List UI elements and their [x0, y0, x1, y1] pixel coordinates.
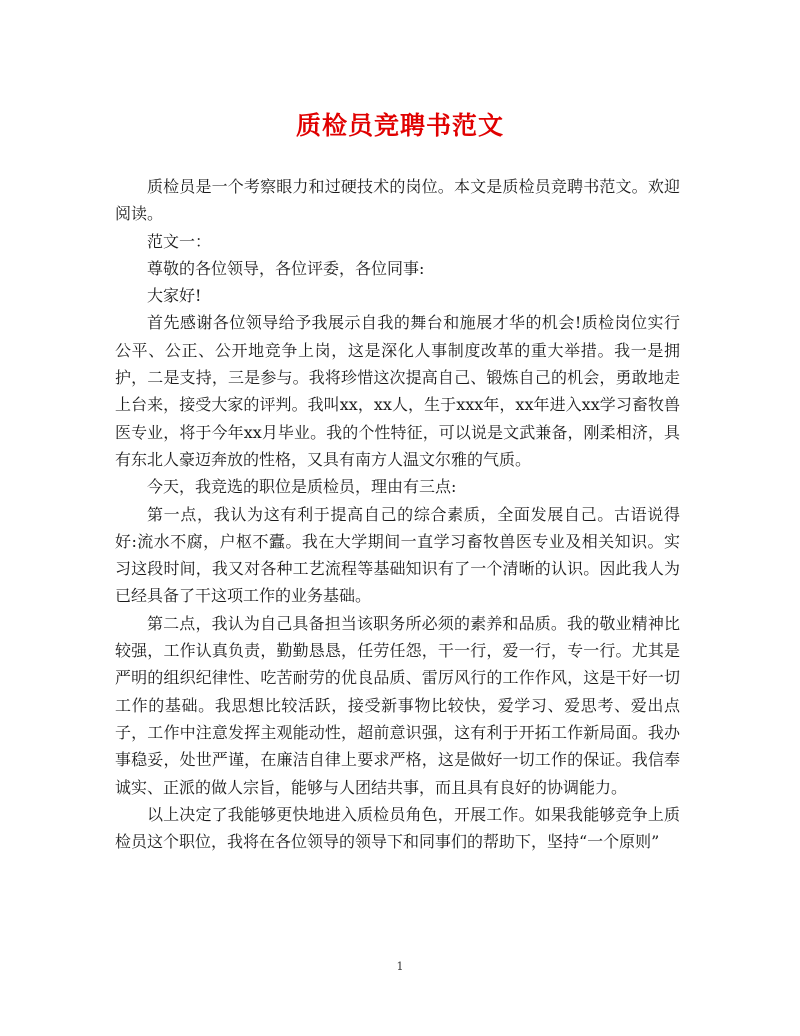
document-title: 质检员竞聘书范文 — [295, 111, 504, 140]
page-number: 1 — [396, 960, 404, 973]
document-body — [115, 173, 680, 855]
paragraph-self-introduction: 首先感谢各位领导给予我展示自我的舞台和施展才华的机会!质检岗位实行公平、公正、公开地竞争上岗，这是深化人事制度改革的重大举措。我一是拥护，二是支持，三是参与。我将珍惜这次提高自己、锻炼自己的机会，勇敢地走上台来，接受大家的评判。我叫xx，xx人，生于xxx年，xx年进入xx学习畜牧兽医专业，将于今年xx月毕业。我的个性特征，可以说是文武兼备，刚柔相济，具有东北人豪迈奔放的性格，又具有南方人温文尔雅的气质。 — [115, 313, 680, 469]
paragraph-reasons-heading: 今天，我竞选的职位是质检员，理由有三点: — [147, 477, 457, 497]
paragraph-reason-one: 第一点，我认为这有利于提高自己的综合素质，全面发展自己。古语说得好:流水不腐，户枢不蠹。我在大学期间一直学习畜牧兽医专业及相关知识。实习这段时间，我又对各种工艺流程等基础知识有了一个清晰的认识。因此我人为已经具备了干这项工作的业务基础。 — [115, 504, 680, 606]
paragraph-intro: 质检员是一个考察眼力和过硬技术的岗位。本文是质检员竞聘书范文。欢迎阅读。 — [115, 177, 680, 224]
paragraph-greeting: 大家好! — [147, 286, 202, 306]
paragraph-conclusion: 以上决定了我能够更快地进入质检员角色，开展工作。如果我能够竞争上质检员这个职位，我将在各位领导的领导下和同事们的帮助下，坚持“一个原则” — [115, 804, 680, 852]
paragraph-reason-two: 第二点，我认为自己具备担当该职务所必须的素养和品质。我的敬业精神比较强，工作认真负责，勤勤恳恳，任劳任怨，干一行，爱一行，专一行。尤其是严明的组织纪律性、吃苦耐劳的优良品质、雷厉风行的工作作风，这是干好一切工作的基础。我思想比较活跃，接受新事物比较快，爱学习、爱思考、爱出点子，工作中注意发挥主观能动性，超前意识强，这有利于开拓工作新局面。我办事稳妥，处世严谨，在廉洁自律上要求严格，这是做好一切工作的保证。我信奉诚实、正派的做人宗旨，能够与人团结共事，而且具有良好的协调能力。 — [115, 613, 680, 797]
paragraph-salutation: 尊敬的各位领导，各位评委，各位同事: — [147, 258, 425, 278]
paragraph-sample-label: 范文一： — [147, 231, 212, 251]
